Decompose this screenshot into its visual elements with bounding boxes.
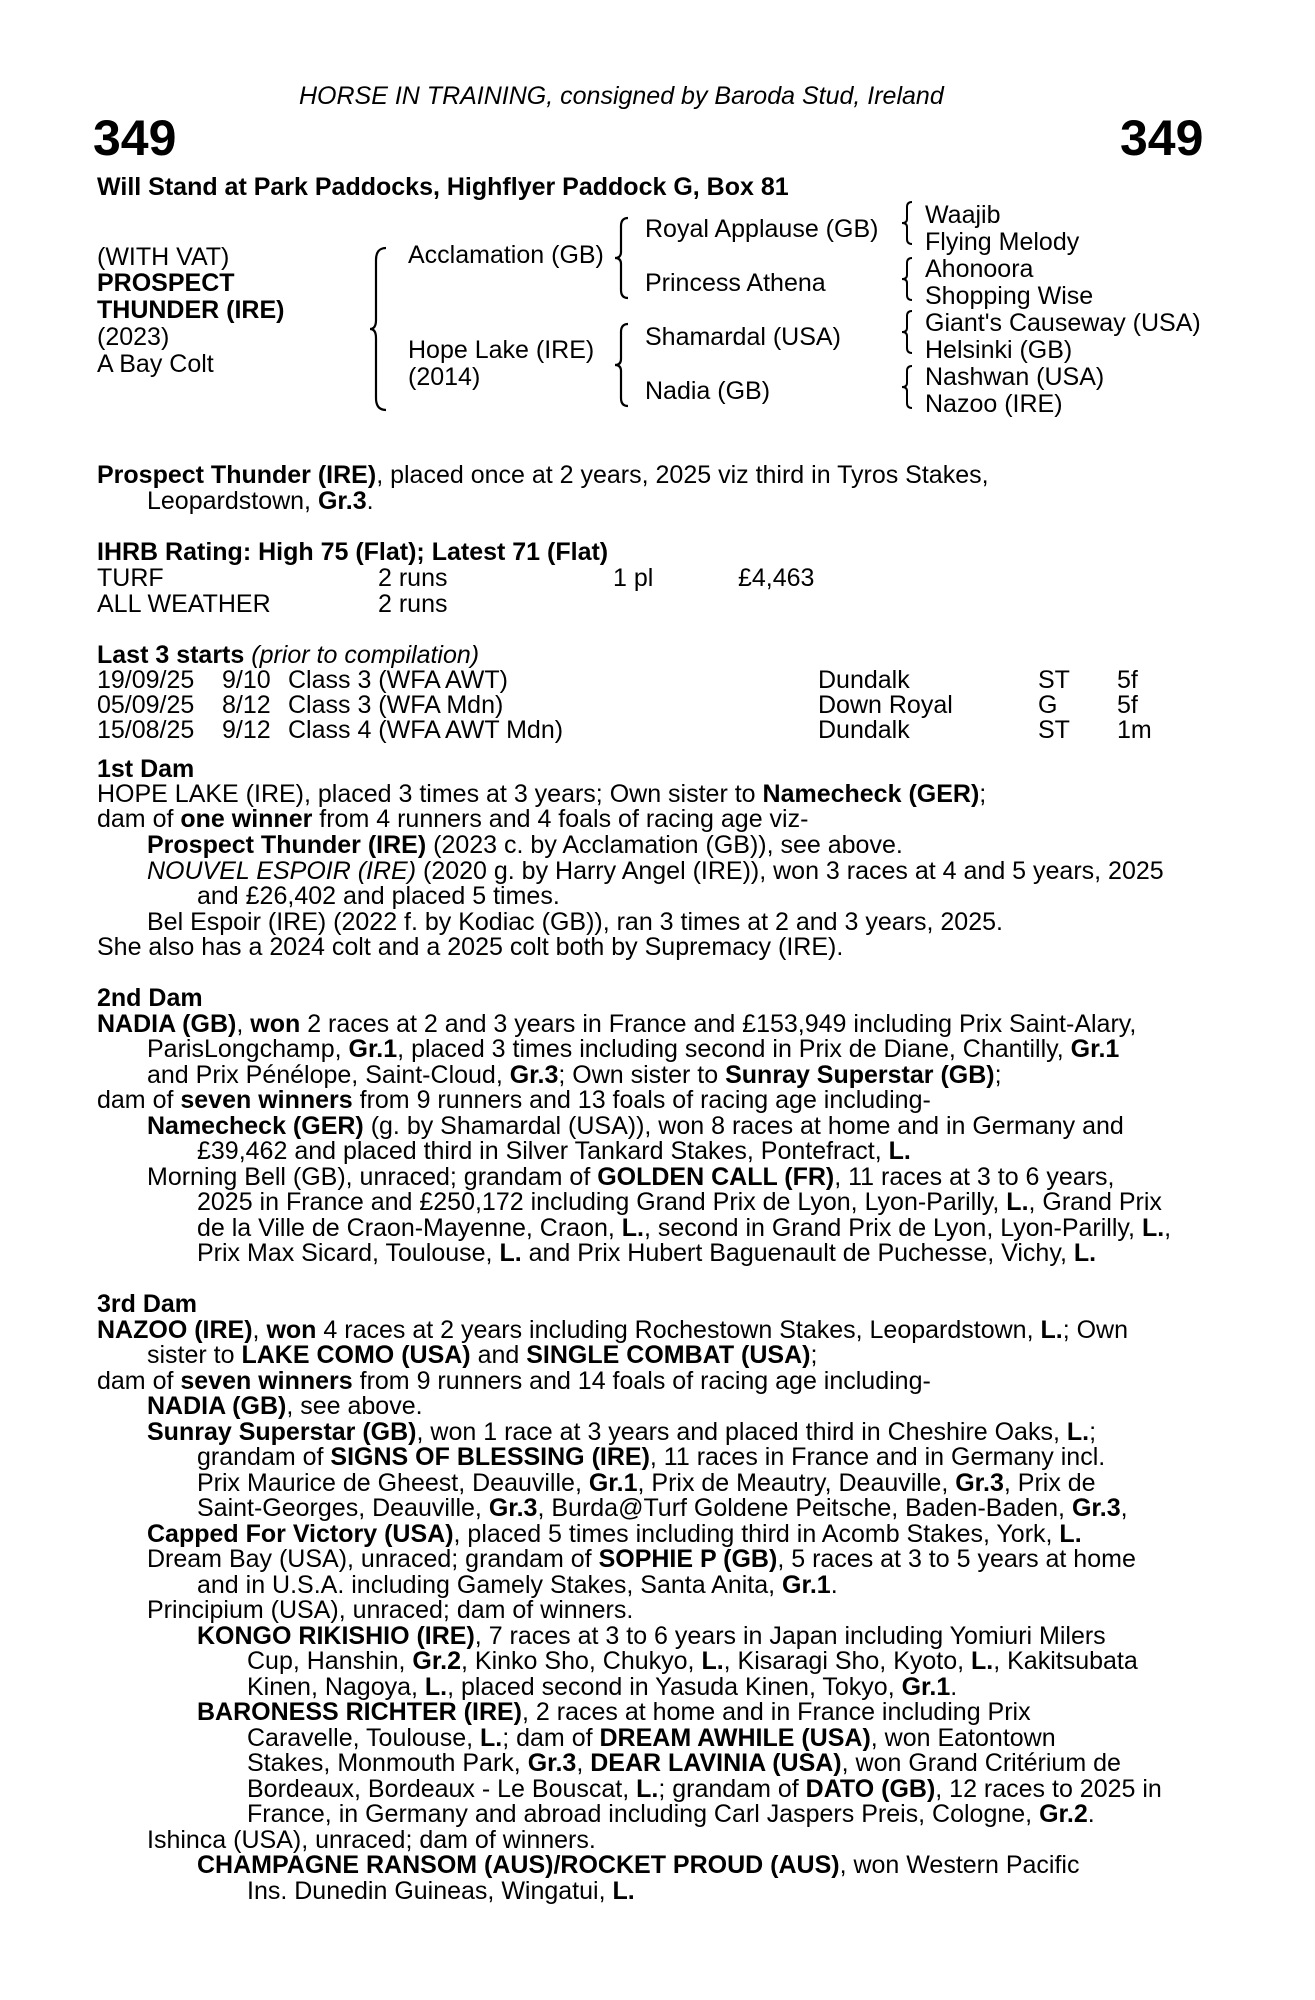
- start-2-going: G: [1038, 691, 1058, 719]
- dam2-line-9: de la Ville de Craon-Mayenne, Craon, L., second in Grand Prix de Lyon, Lyon-Parilly, L.,: [197, 1214, 1172, 1242]
- pedigree-brace-main: [370, 246, 400, 412]
- dam1-line-2: dam of one winner from 4 runners and 4 foals of racing age viz-: [97, 805, 809, 833]
- horse-year: (2023): [97, 323, 170, 351]
- dam3-line-21: Ishinca (USA), unraced; dam of winners.: [147, 1826, 596, 1854]
- vat-note: (WITH VAT): [97, 243, 230, 271]
- dam3-line-17: Caravelle, Toulouse, L.; dam of DREAM AWHILE (USA), won Eatontown: [247, 1724, 1056, 1752]
- dam3-line-11: and in U.S.A. including Gamely Stakes, Santa Anita, Gr.1.: [197, 1571, 838, 1599]
- dam-sire: Shamardal (USA): [645, 323, 841, 351]
- dam2-line-3: and Prix Pénélope, Saint-Cloud, Gr.3; Own sister to Sunray Superstar (GB);: [147, 1061, 1002, 1089]
- dam1-line-1: HOPE LAKE (IRE), placed 3 times at 3 years; Own sister to Namecheck (GER);: [97, 780, 987, 808]
- rating-title: IHRB Rating: High 75 (Flat); Latest 71 (Flat): [97, 538, 609, 566]
- dam2-heading: 2nd Dam: [97, 984, 203, 1012]
- dam3-line-2: sister to LAKE COMO (USA) and SINGLE COMBAT (USA);: [147, 1341, 818, 1369]
- rating-aw-surface: ALL WEATHER: [97, 590, 271, 618]
- consignment-header: HORSE IN TRAINING, consigned by Baroda Stud, Ireland: [299, 82, 944, 110]
- g3-6: Helsinki (GB): [925, 336, 1073, 364]
- dam3-line-20: France, in Germany and abroad including Carl Jaspers Preis, Cologne, Gr.2.: [247, 1800, 1095, 1828]
- pedigree-brace-g3-4: [900, 364, 920, 410]
- dam3-line-6: grandam of SIGNS OF BLESSING (IRE), 11 races in France and in Germany incl.: [197, 1443, 1106, 1471]
- dam3-line-12: Principium (USA), unraced; dam of winners.: [147, 1596, 634, 1624]
- dam3-heading: 3rd Dam: [97, 1290, 198, 1318]
- dam2-line-10: Prix Max Sicard, Toulouse, L. and Prix Hubert Baguenault de Puchesse, Vichy, L.: [197, 1239, 1097, 1267]
- start-3-date: 15/08/25: [97, 716, 195, 744]
- g3-2: Flying Melody: [925, 228, 1080, 256]
- last-starts-title: Last 3 starts (prior to compilation): [97, 641, 480, 669]
- pedigree-brace-g3-2: [900, 256, 920, 302]
- dam2-line-1: NADIA (GB), won 2 races at 2 and 3 years in France and £153,949 including Prix Saint-Alary,: [97, 1010, 1137, 1038]
- dam3-line-8: Saint-Georges, Deauville, Gr.3, Burda@Turf Goldene Peitsche, Baden-Baden, Gr.3,: [197, 1494, 1128, 1522]
- dam-dam: Nadia (GB): [645, 377, 771, 405]
- horse-description: A Bay Colt: [97, 350, 214, 378]
- start-1-going: ST: [1038, 666, 1070, 694]
- start-2-course: Down Royal: [818, 691, 953, 719]
- g3-4: Shopping Wise: [925, 282, 1094, 310]
- summary-line-2: Leopardstown, Gr.3.: [147, 487, 374, 515]
- dam3-line-10: Dream Bay (USA), unraced; grandam of SOPHIE P (GB), 5 races at 3 to 5 years at home: [147, 1545, 1136, 1573]
- start-2-pos: 8/12: [222, 691, 271, 719]
- dam3-line-16: BARONESS RICHTER (IRE), 2 races at home and in France including Prix: [197, 1698, 1031, 1726]
- pedigree-brace-g3-3: [900, 309, 920, 355]
- start-2-dist: 5f: [1117, 691, 1138, 719]
- start-1-pos: 9/10: [222, 666, 271, 694]
- dam2-line-5: Namecheck (GER) (g. by Shamardal (USA)), won 8 races at home and in Germany and: [147, 1112, 1124, 1140]
- g3-5: Giant's Causeway (USA): [925, 309, 1201, 337]
- dam3-line-3: dam of seven winners from 9 runners and 14 foals of racing age including-: [97, 1367, 931, 1395]
- dam1-heading: 1st Dam: [97, 755, 195, 783]
- summary-line-1: Prospect Thunder (IRE), placed once at 2 years, 2025 viz third in Tyros Stakes,: [97, 461, 989, 489]
- start-1-race: Class 3 (WFA AWT): [288, 666, 508, 694]
- rating-turf-placed: 1 pl: [613, 564, 654, 592]
- dam3-line-9: Capped For Victory (USA), placed 5 times including third in Acomb Stakes, York, L.: [147, 1520, 1082, 1548]
- sire: Acclamation (GB): [408, 241, 604, 269]
- rating-turf-runs: 2 runs: [378, 564, 448, 592]
- sire-dam: Princess Athena: [645, 269, 826, 297]
- g3-3: Ahonoora: [925, 255, 1034, 283]
- rating-turf-earnings: £4,463: [738, 564, 815, 592]
- dam2-line-6: £39,462 and placed third in Silver Tankard Stakes, Pontefract, L.: [197, 1137, 911, 1165]
- dam3-line-1: NAZOO (IRE), won 4 races at 2 years including Rochestown Stakes, Leopardstown, L.; Own: [97, 1316, 1128, 1344]
- dam3-line-5: Sunray Superstar (GB), won 1 race at 3 years and placed third in Cheshire Oaks, L.;: [147, 1418, 1097, 1446]
- dam3-line-7: Prix Maurice de Gheest, Deauville, Gr.1, Prix de Meautry, Deauville, Gr.3, Prix de: [197, 1469, 1096, 1497]
- start-2-date: 05/09/25: [97, 691, 195, 719]
- dam: Hope Lake (IRE): [408, 336, 595, 364]
- start-3-course: Dundalk: [818, 716, 910, 744]
- dam3-line-19: Bordeaux, Bordeaux - Le Bouscat, L.; grandam of DATO (GB), 12 races to 2025 in: [247, 1775, 1162, 1803]
- dam3-line-14: Cup, Hanshin, Gr.2, Kinko Sho, Chukyo, L., Kisaragi Sho, Kyoto, L., Kakitsubata: [247, 1647, 1138, 1675]
- dam1-line-5: and £26,402 and placed 5 times.: [197, 882, 560, 910]
- pedigree-brace-g3-1: [900, 200, 920, 246]
- dam3-line-18: Stakes, Monmouth Park, Gr.3, DEAR LAVINIA (USA), won Grand Critérium de: [247, 1749, 1121, 1777]
- dam3-line-23: Ins. Dunedin Guineas, Wingatui, L.: [247, 1877, 635, 1905]
- lot-number-left: 349: [93, 110, 177, 166]
- start-3-going: ST: [1038, 716, 1070, 744]
- start-1-date: 19/09/25: [97, 666, 195, 694]
- g3-8: Nazoo (IRE): [925, 390, 1063, 418]
- dam3-line-22: CHAMPAGNE RANSOM (AUS)/ROCKET PROUD (AUS), won Western Pacific: [197, 1851, 1080, 1879]
- rating-turf-surface: TURF: [97, 564, 164, 592]
- start-1-course: Dundalk: [818, 666, 910, 694]
- dam3-line-15: Kinen, Nagoya, L., placed second in Yasuda Kinen, Tokyo, Gr.1.: [247, 1673, 958, 1701]
- horse-name-2: THUNDER (IRE): [97, 296, 285, 324]
- start-3-dist: 1m: [1117, 716, 1152, 744]
- dam3-line-13: KONGO RIKISHIO (IRE), 7 races at 3 to 6 years in Japan including Yomiuri Milers: [197, 1622, 1106, 1650]
- dam3-line-4: NADIA (GB), see above.: [147, 1392, 423, 1420]
- dam2-line-7: Morning Bell (GB), unraced; grandam of GOLDEN CALL (FR), 11 races at 3 to 6 years,: [147, 1163, 1115, 1191]
- sire-sire: Royal Applause (GB): [645, 215, 879, 243]
- dam1-line-4: NOUVEL ESPOIR (IRE) (2020 g. by Harry Angel (IRE)), won 3 races at 4 and 5 years, 2025: [147, 857, 1164, 885]
- dam1-line-3: Prospect Thunder (IRE) (2023 c. by Acclamation (GB)), see above.: [147, 831, 903, 859]
- dam1-line-6: Bel Espoir (IRE) (2022 f. by Kodiac (GB)), ran 3 times at 2 and 3 years, 2025.: [147, 908, 1003, 936]
- rating-aw-runs: 2 runs: [378, 590, 448, 618]
- start-3-pos: 9/12: [222, 716, 271, 744]
- pedigree-brace-sire: [614, 216, 638, 300]
- pedigree-brace-dam: [614, 322, 638, 408]
- dam2-line-4: dam of seven winners from 9 runners and 13 foals of racing age including-: [97, 1086, 931, 1114]
- dam2-line-2: ParisLongchamp, Gr.1, placed 3 times including second in Prix de Diane, Chantilly, Gr.1: [147, 1035, 1120, 1063]
- dam1-line-7: She also has a 2024 colt and a 2025 colt both by Supremacy (IRE).: [97, 933, 844, 961]
- dam2-line-8: 2025 in France and £250,172 including Grand Prix de Lyon, Lyon-Parilly, L., Grand Prix: [197, 1188, 1162, 1216]
- summary-horse-name: Prospect Thunder (IRE): [97, 461, 377, 489]
- start-3-race: Class 4 (WFA AWT Mdn): [288, 716, 564, 744]
- dam-year: (2014): [408, 363, 481, 391]
- horse-name-1: PROSPECT: [97, 269, 235, 297]
- lot-number-right: 349: [1120, 110, 1204, 166]
- g3-7: Nashwan (USA): [925, 363, 1105, 391]
- start-2-race: Class 3 (WFA Mdn): [288, 691, 504, 719]
- stabling-info: Will Stand at Park Paddocks, Highflyer Paddock G, Box 81: [97, 173, 789, 201]
- start-1-dist: 5f: [1117, 666, 1138, 694]
- g3-1: Waajib: [925, 201, 1001, 229]
